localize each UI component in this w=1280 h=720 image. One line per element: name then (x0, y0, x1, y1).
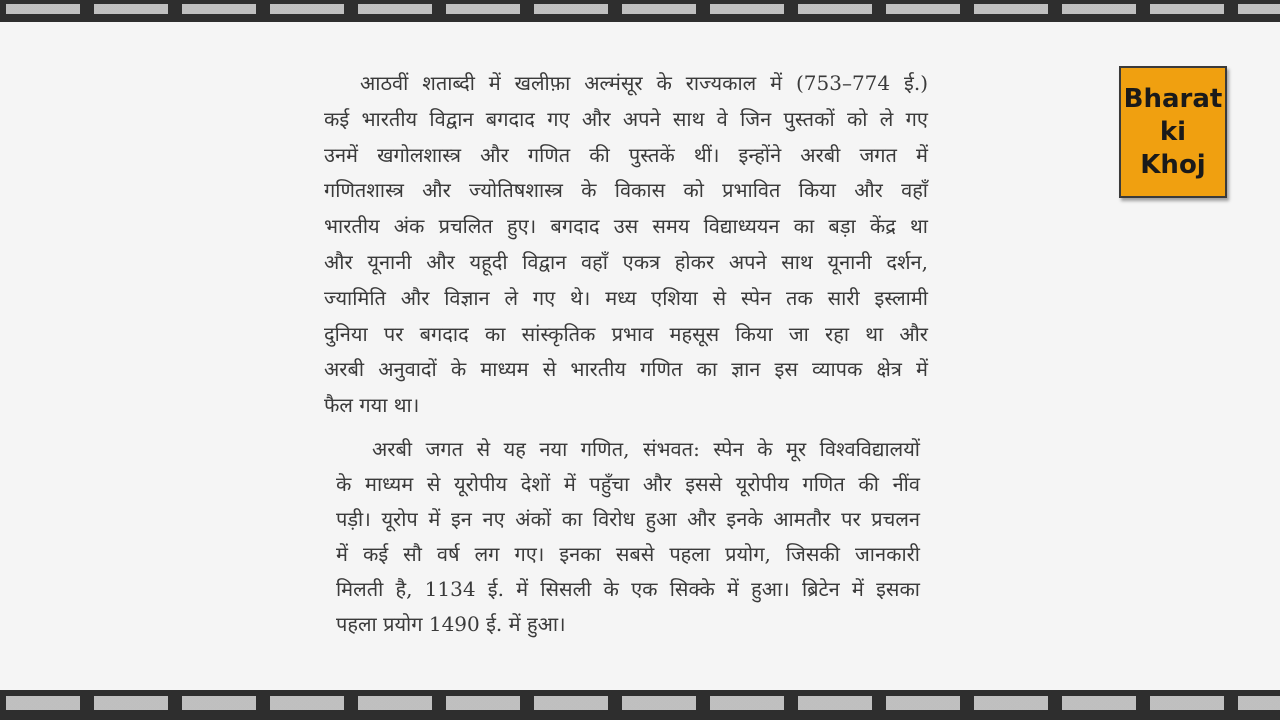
text-line: के माध्यम से यूरोपीय देशों में पहुँचा और इससे यूरोपीय गणित की नींव (336, 472, 920, 496)
filmstrip-perforations (6, 696, 1280, 710)
text-line: अरबी जगत से यह नया गणित, संभवत: स्पेन के मूर विश्वविद्यालयों (372, 437, 920, 461)
text-line: भारतीय अंक प्रचलित हुए। बगदाद उस समय विद्याध्ययन का बड़ा केंद्र था (324, 214, 928, 239)
text-line: पहला प्रयोग 1490 ई. में हुआ। (336, 612, 566, 636)
paragraph-2 (336, 432, 920, 642)
text-line: दुनिया पर बगदाद का सांस्कृतिक प्रभाव महसूस किया जा रहा था और (324, 321, 928, 346)
filmstrip-bottom-border (0, 690, 1280, 720)
text-line: पड़ी। यूरोप में इन नए अंकों का विरोध हुआ और इनके आमतौर पर प्रचलन (336, 507, 920, 531)
bharat-ki-khoj-logo (1119, 66, 1227, 198)
filmstrip-perforations (6, 4, 1280, 14)
text-line: और यूनानी और यहूदी विद्वान वहाँ एकत्र होकर अपने साथ यूनानी दर्शन, (324, 249, 928, 274)
logo-text-line: Bharat (1123, 83, 1223, 114)
logo-text-line: Khoj (1140, 149, 1206, 180)
text-line: में कई सौ वर्ष लग गए। इनका सबसे पहला प्रयोग, जिसकी जानकारी (336, 542, 920, 566)
text-line: उनमें खगोलशास्त्र और गणित की पुस्तकें थीं। इन्होंने अरबी जगत में (324, 142, 928, 167)
text-line: मिलती है, 1134 ई. में सिसली के एक सिक्के में हुआ। ब्रिटेन में इसका (336, 577, 920, 601)
logo-text-line: ki (1159, 116, 1187, 147)
filmstrip-top-border (0, 0, 1280, 22)
text-line: अरबी अनुवादों के माध्यम से भारतीय गणित का ज्ञान इस व्यापक क्षेत्र में (324, 357, 928, 382)
text-line: कई भारतीय विद्वान बगदाद गए और अपने साथ वे जिन पुस्तकों को ले गए (324, 106, 928, 131)
text-line: ज्यामिति और विज्ञान ले गए थे। मध्य एशिया से स्पेन तक सारी इस्लामी (324, 285, 928, 310)
text-line: गणितशास्त्र और ज्योतिषशास्त्र के विकास को प्रभावित किया और वहाँ (324, 178, 928, 203)
paragraph-1 (324, 66, 928, 424)
text-line: आठवीं शताब्दी में खलीफ़ा अल्मंसूर के राज्यकाल में (753–774 ई.) (360, 71, 928, 95)
text-line: फैल गया था। (324, 393, 420, 418)
